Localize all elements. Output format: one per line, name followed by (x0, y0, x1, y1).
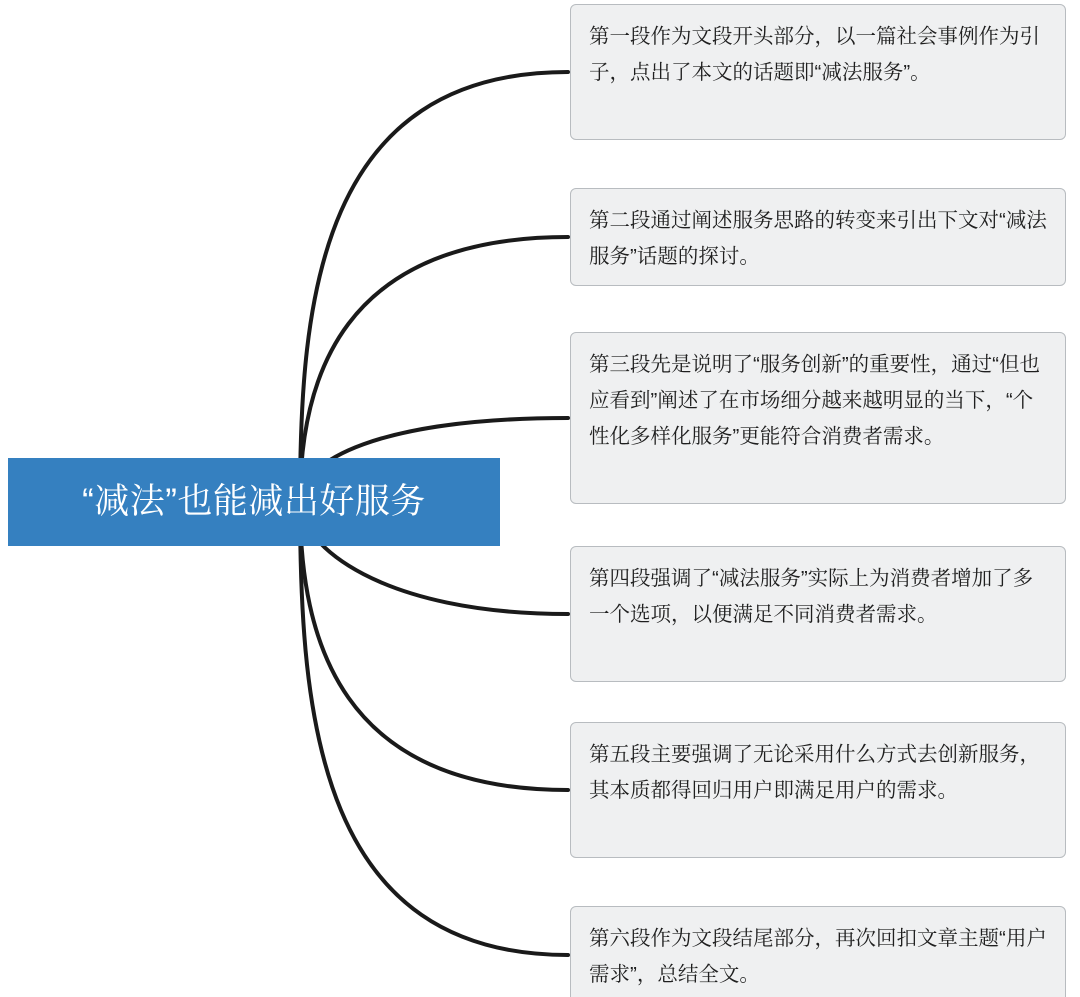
branch-node-4-label: 第四段强调了“减法服务”实际上为消费者增加了多一个选项，以便满足不同消费者需求。 (589, 567, 1034, 626)
root-node-label: “减法”也能减出好服务 (82, 481, 426, 521)
branch-node-4[interactable] (570, 546, 1066, 682)
branch-node-1[interactable] (570, 4, 1066, 140)
branch-node-3[interactable] (570, 332, 1066, 504)
branch-node-2-label: 第二段通过阐述服务思路的转变来引出下文对“减法服务”话题的探讨。 (589, 209, 1047, 268)
branch-node-5[interactable] (570, 722, 1066, 858)
branch-node-3-label: 第三段先是说明了“服务创新”的重要性，通过“但也应看到”阐述了在市场细分越来越明显的当下，“个性化多样化服务”更能符合消费者需求。 (589, 353, 1040, 448)
connector-to-branch-1 (300, 72, 568, 502)
branch-node-2[interactable] (570, 188, 1066, 286)
branch-node-6[interactable] (570, 906, 1066, 997)
branch-node-5-label: 第五段主要强调了无论采用什么方式去创新服务，其本质都得回归用户即满足用户的需求。 (589, 743, 1040, 802)
root-node[interactable] (8, 458, 500, 546)
branch-node-6-label: 第六段作为文段结尾部分，再次回扣文章主题“用户需求”，总结全文。 (589, 927, 1047, 986)
connector-to-branch-6 (300, 502, 568, 955)
branch-node-1-label: 第一段作为文段开头部分，以一篇社会事例作为引子，点出了本文的话题即“减法服务”。 (589, 25, 1040, 84)
